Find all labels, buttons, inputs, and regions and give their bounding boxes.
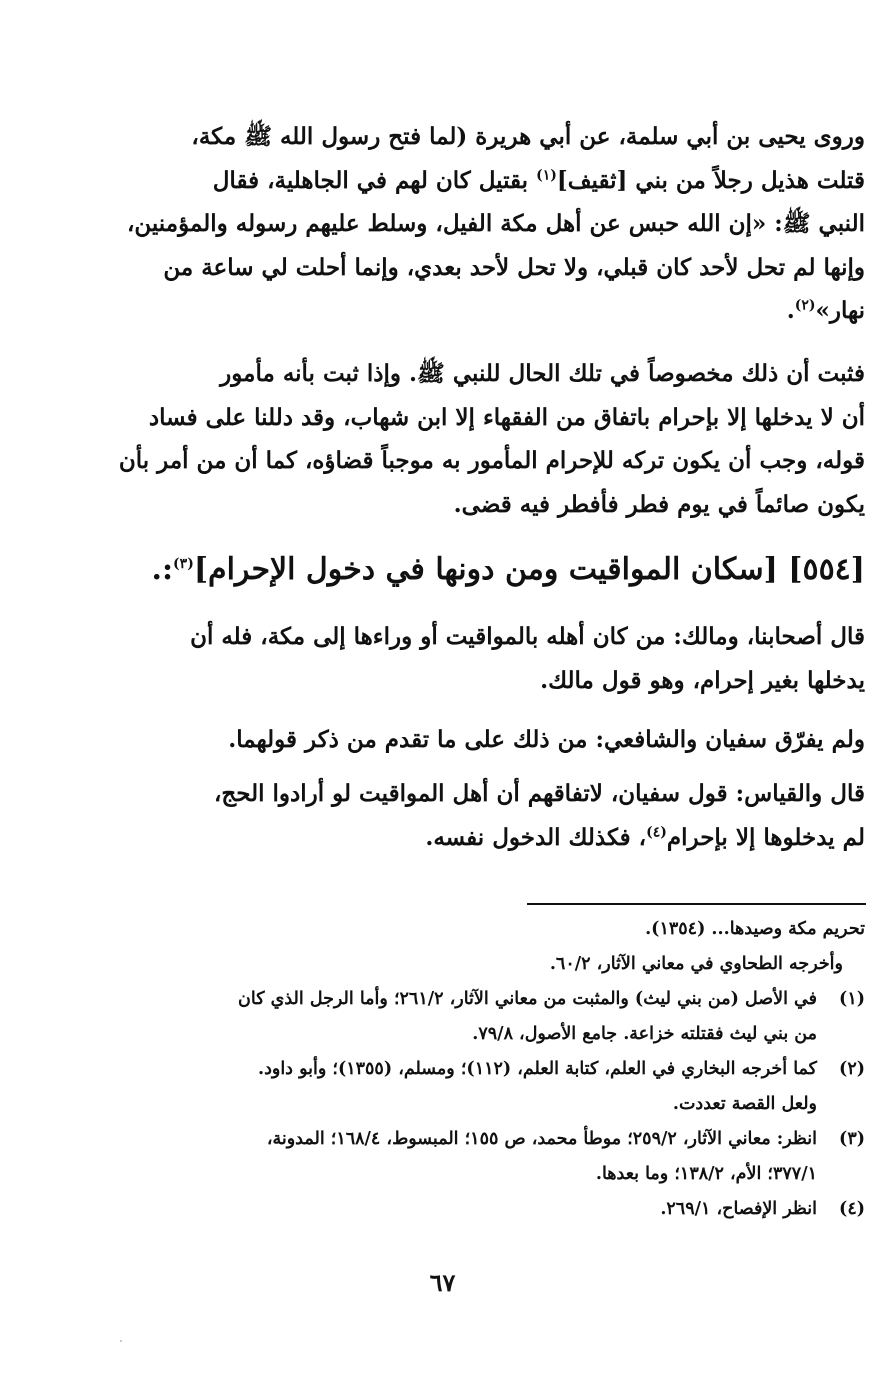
footnote-ref: (٢) [794,297,816,314]
paragraph-4 [20,718,865,762]
footnote-line: كما أخرجه البخاري في العلم، كتابة العلم، (١١٢)؛ ومسلم، (١٣٥٥)؛ وأبو داود. [257,1059,817,1079]
text-line [20,816,865,860]
footnote-ref: (١) [536,166,557,183]
text-line: يكون صائماً في يوم فطر فأفطر فيه قضى. [453,490,865,518]
footnote-number: (١) [839,989,865,1009]
text-line [20,159,865,203]
paragraph-2 [20,352,865,526]
footnote-2 [20,1052,865,1122]
footnote-number: (٣) [839,1129,865,1149]
footnote-separator [527,903,866,905]
footnote-line: ٣٧٧/١؛ الأم، ١٣٨/٢؛ وما بعدها. [595,1164,817,1184]
text-line: يدخلها بغير إحرام، وهو قول مالك. [540,666,865,694]
text-line: قال أصحابنا، ومالك: من كان أهله بالمواقيت أو وراءها إلى مكة، فله أن [190,623,865,650]
footnote-carry-line: تحريم مكة وصيدها... (١٣٥٤). [645,919,865,939]
paragraph-1 [20,115,865,333]
scan-speck [120,1340,122,1342]
text-fragment: قتلت هذيل رجلاً من بني [ثقيف] [556,166,865,194]
text-line: أن لا يدخلها إلا بإحرام باتفاق من الفقهاء إلا ابن شهاب، وقد دللنا على فساد [148,403,865,431]
text-line: قال والقياس: قول سفيان، لاتفاقهم أن أهل المواقيت لو أرادوا الحج، [214,780,865,807]
footnote-line: انظر: معاني الآثار، ٢٥٩/٢؛ موطأ محمد، ص ١٥٥؛ المبسوط، ١٦٨/٤؛ المدونة، [266,1129,817,1149]
footnote-line: انظر الإفصاح، ٢٦٩/١. [660,1199,817,1219]
footnotes [20,912,865,1227]
text-line: ولم يفرّق سفيان والشافعي: من ذلك على ما تقدم من ذكر قولهما. [228,726,865,753]
footnote-number: (٢) [839,1059,865,1079]
footnote-line: من بني ليث فقتلته خزاعة. جامع الأصول، ٧٩/٨. [472,1024,817,1044]
footnote-3 [20,1122,865,1192]
text-line: قوله، وجب أن يكون تركه للإحرام المأمور به موجباً قضاؤه، كما أن من أمر بأن [118,447,865,474]
heading-text: [٥٥٤] [سكان المواقيت ومن دونها في دخول الإحرام] [193,552,865,587]
section-heading [20,548,865,592]
footnote-carry-line: وأخرجه الطحاوي في معاني الآثار، ٦٠/٢. [549,954,843,974]
text-line: فثبت أن ذلك مخصوصاً في تلك الحال للنبي ﷺ. وإذا ثبت بأنه مأمور [220,360,865,387]
page-number: ٦٧ [429,1268,456,1297]
heading-mark: :. [151,552,174,587]
text-fragment: بقتيل كان لهم في الجاهلية، فقال [212,166,537,194]
footnote-line: في الأصل (من بني ليث) والمثبت من معاني الآثار، ٢٦١/٢؛ وأما الرجل الذي كان [238,989,817,1009]
text-line: النبي ﷺ: «إن الله حبس عن أهل مكة الفيل، وسلط عليهم رسوله والمؤمنين، [126,210,865,237]
text-fragment: نهار» [815,297,865,324]
text-line [20,289,865,333]
paragraph-5 [20,772,865,859]
footnote-number: (٤) [839,1199,865,1219]
footnote-1 [20,982,865,1052]
footnote-ref: (٣) [173,556,194,572]
footnote-ref: (٤) [646,823,667,840]
text-fragment: لم يدخلوها إلا بإحرام [666,823,865,851]
footnote-4 [20,1192,865,1227]
paragraph-3 [20,615,865,702]
text-fragment: ، فكذلك الدخول نفسه. [425,823,647,851]
text-line: وإنها لم تحل لأحد كان قبلي، ولا تحل لأحد بعدي، وإنما أحلت لي ساعة من [163,253,865,281]
footnote-line: ولعل القصة تعددت. [672,1094,817,1114]
text-fragment: . [786,297,795,324]
text-line: وروى يحيى بن أبي سلمة، عن أبي هريرة (لما فتح رسول الله ﷺ مكة، [191,123,865,150]
